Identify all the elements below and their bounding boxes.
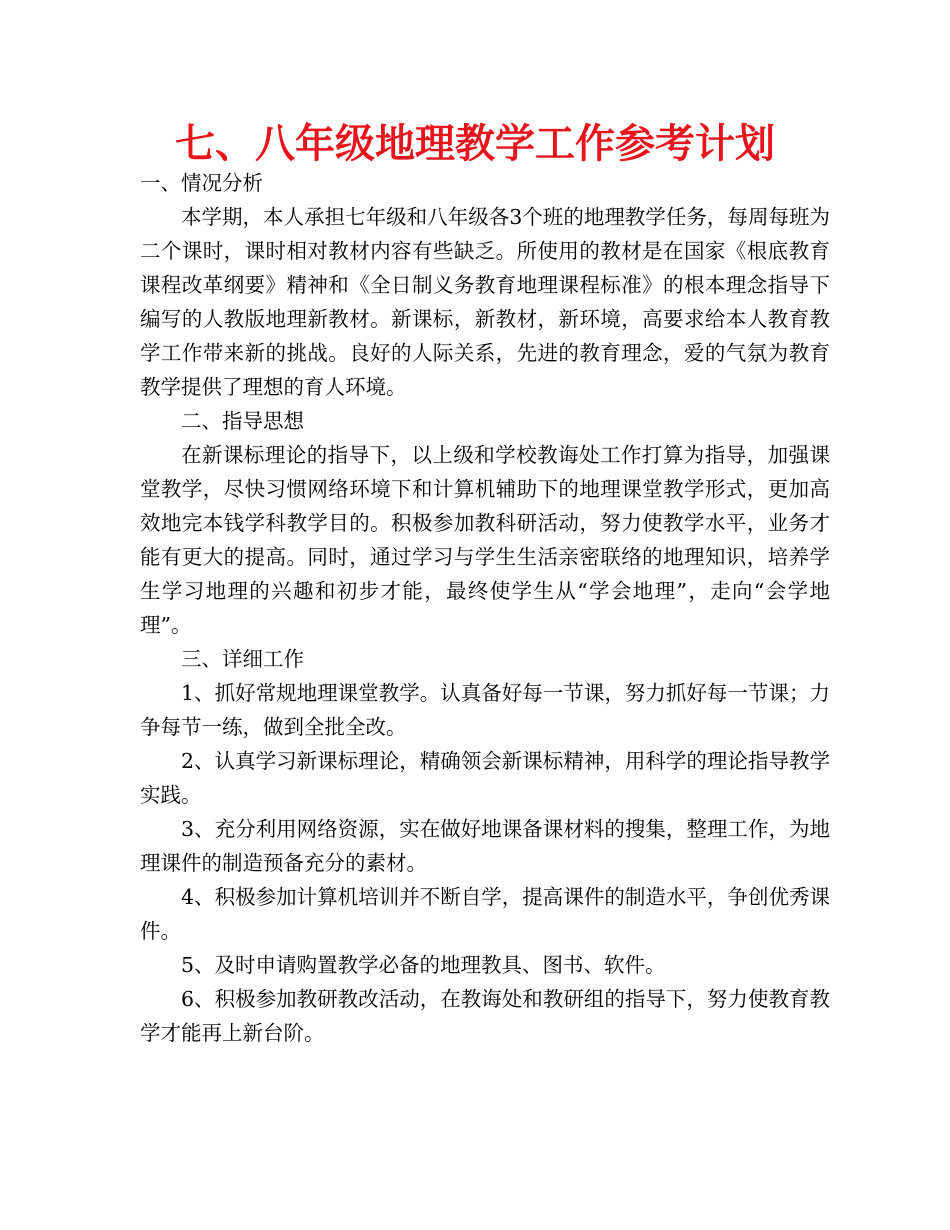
work-item-1: 1、抓好常规地理课堂教学。认真备好每一节课，努力抓好每一节课；力争每节一练，做到全批全改。 <box>140 681 830 739</box>
document-body <box>140 166 830 1050</box>
paragraph-guiding-ideology: 在新课标理论的指导下，以上级和学校教诲处工作打算为指导，加强课堂教学，尽快习惯网络环境下和计算机辅助下的地理课堂教学形式，更加高效地完本钱学科教学目的。积极参加教科研活动，努力使教学水平，业务才能有更大的提高。同时，通过学习与学生生活亲密联络的地理知识，培养学生学习地理的兴趣和初步才能，最终使学生从“学会地理”，走向“会学地理”。 <box>140 443 830 637</box>
section-heading-situation-analysis: 一、情况分析 <box>140 171 263 195</box>
section-heading-specific-work: 三、详细工作 <box>181 647 304 671</box>
work-item-3: 3、充分利用网络资源，实在做好地课备课材料的搜集，整理工作，为地理课件的制造预备充分的素材。 <box>140 817 830 875</box>
document-title: 七、八年级地理教学工作参考计划 <box>175 121 775 167</box>
paragraph-situation-analysis: 本学期，本人承担七年级和八年级各3个班的地理教学任务，每周每班为二个课时，课时相对教材内容有些缺乏。所使用的教材是在国家《根底教育课程改革纲要》精神和《全日制义务教育地理课程标准》的根本理念指导下编写的人教版地理新教材。新课标，新教材，新环境，高要求给本人教育教学工作带来新的挑战。良好的人际关系，先进的教育理念，爱的气氛为教育教学提供了理想的育人环境。 <box>140 205 830 399</box>
work-item-4: 4、积极参加计算机培训并不断自学，提高课件的制造水平，争创优秀课件。 <box>140 885 830 943</box>
work-item-6: 6、积极参加教研教改活动，在教诲处和教研组的指导下，努力使教育教学才能再上新台阶。 <box>140 987 830 1045</box>
work-item-5: 5、及时申请购置教学必备的地理教具、图书、软件。 <box>181 953 666 977</box>
section-heading-guiding-ideology: 二、指导思想 <box>181 409 304 433</box>
work-item-2: 2、认真学习新课标理论，精确领会新课标精神，用科学的理论指导教学实践。 <box>140 749 830 807</box>
